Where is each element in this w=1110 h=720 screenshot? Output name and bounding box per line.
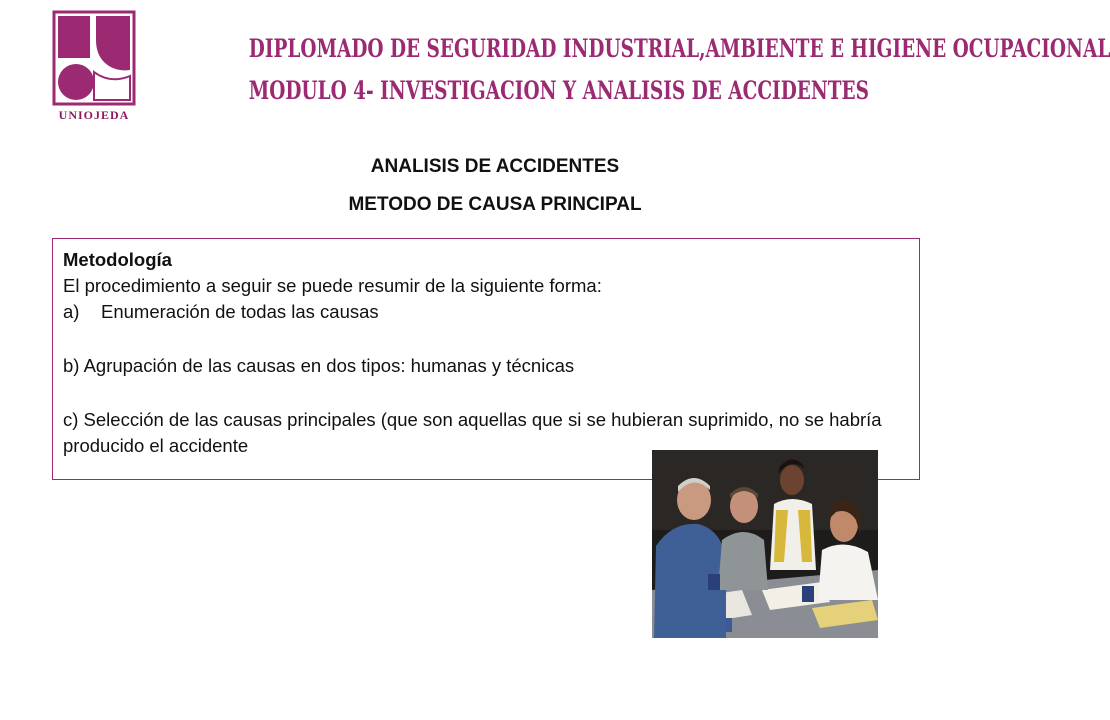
slide-headings <box>0 148 990 224</box>
course-banner <box>150 28 1110 112</box>
slide-title: ANALISIS DE ACCIDENTES <box>370 156 620 177</box>
list-item-c: c) Selección de las causas principales (que son aquellas que si se hubieran suprimido, no se habría producido el accidente <box>63 409 882 456</box>
list-item-b: b) Agrupación de las causas en dos tipos: humanas y técnicas <box>63 355 575 376</box>
section-title: Metodología <box>63 249 172 270</box>
slide-subtitle: METODO DE CAUSA PRINCIPAL <box>348 194 642 215</box>
logo-emblem-icon <box>48 10 140 108</box>
methodology-box <box>52 238 920 480</box>
uniojeda-logo <box>48 10 140 122</box>
list-item-a <box>63 299 909 325</box>
people-meeting-photo <box>652 450 878 638</box>
list-marker-a: a) <box>63 301 80 322</box>
meeting-photo-icon <box>652 450 878 638</box>
list-item-a-text: Enumeración de todas las causas <box>101 301 379 322</box>
banner-line-2: MODULO 4- INVESTIGACION Y ANALISIS DE ACCIDENTES <box>248 76 869 105</box>
logo-caption: UNIOJEDA <box>58 108 130 122</box>
intro-text: El procedimiento a seguir se puede resumir de la siguiente forma: <box>63 275 602 296</box>
banner-line-1: DIPLOMADO DE SEGURIDAD INDUSTRIAL,AMBIENTE E HIGIENE OCUPACIONAL <box>248 34 1110 63</box>
